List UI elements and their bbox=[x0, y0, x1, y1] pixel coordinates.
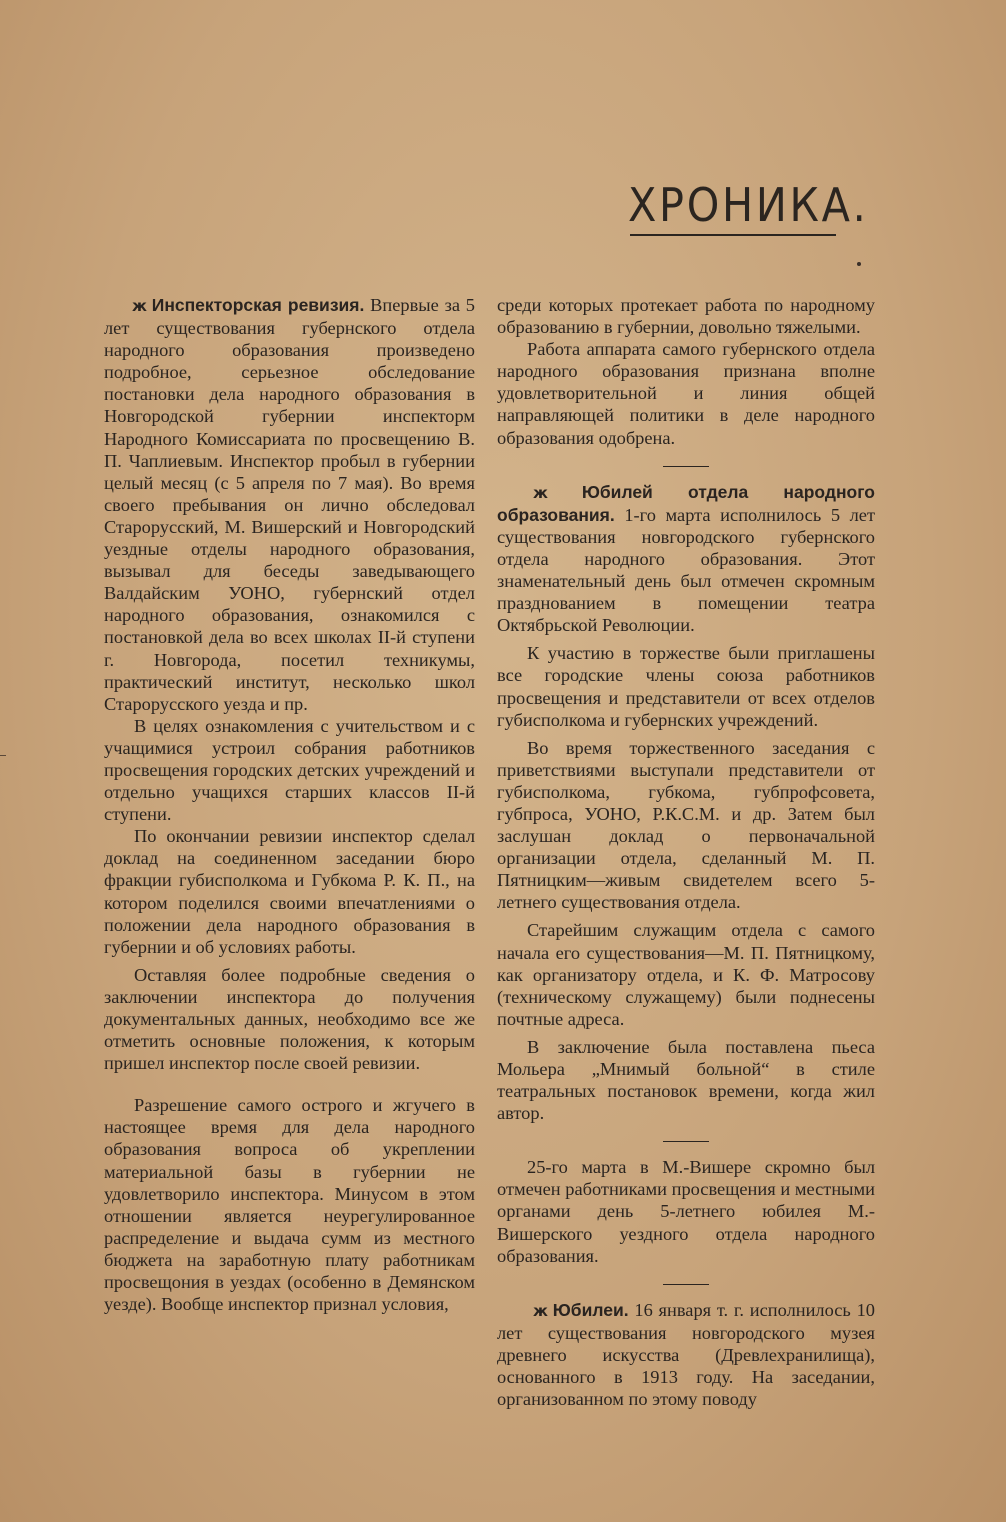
section-divider bbox=[663, 1141, 709, 1142]
article-anniversary-para-4: Старейшим служащим отдела с самого начала его существования—М. П. Пятницкому, как организатору отдела, и К. Ф. Матросову (техническому служащему) были поднесены почтные адреса. bbox=[497, 920, 875, 1029]
article-heading: Юбилеи. bbox=[552, 1299, 629, 1320]
article-anniversary-para-1 bbox=[497, 481, 875, 637]
article-jubilees-para-1 bbox=[497, 1299, 875, 1410]
article-mark-icon: ж bbox=[533, 1301, 547, 1320]
section-divider bbox=[663, 466, 709, 467]
edge-mark bbox=[0, 755, 6, 756]
title-underline bbox=[630, 234, 836, 236]
section-divider bbox=[663, 1284, 709, 1285]
article-mark-icon: ж bbox=[533, 483, 547, 502]
article-inspection-para-3: По окончании ревизии инспектор сделал доклад на соединенном заседании бюро фракции губисполкома и Губкома Р. К. П., на котором поделился своими впечатлениями о положении дела народного образования в губернии и об условиях работы. bbox=[104, 826, 475, 957]
page-title: ХРОНИКА. bbox=[628, 178, 869, 232]
article-text: 1-го марта исполнилось 5 лет существования новгородского губернского отдела народного образования. Этот знаменательный день был отмечен скромным празднованием в помещении театра Октябрьской Революции. bbox=[497, 504, 875, 636]
ink-speck bbox=[857, 262, 861, 266]
article-inspection-para-2: В целях ознакомления с учительством и с учащимися устроил собрания работников просвещения городских детских учреждений и отдельно учащихся старших классов II-й ступени. bbox=[104, 715, 475, 825]
article-anniversary-para-3: Во время торжественного заседания с приветствиями выступали представители от губисполкома, губкома, губпрофсовета, губпроса, УОНО, Р.К.С.М. и др. Затем был заслушан доклад о первоначальной организации отдела, сделанный М. П. Пятницким—живым свидетелем всего 5-летнего существования отдела. bbox=[497, 737, 875, 913]
article-inspection-cont-2: Работа аппарата самого губернского отдела народного образования признана вполне удовлетворительной и линия общей направляющей политики в деле народного образования одобрена. bbox=[497, 339, 875, 448]
article-heading: Юбилей отдела народного образования. bbox=[497, 481, 875, 525]
article-inspection-cont-1: среди которых протекает работа по народному образованию в губернии, довольно тяжелыми. bbox=[497, 295, 875, 338]
article-inspection-para-4: Оставляя более подробные сведения о заключении инспектора до получения документальных данных, необходимо все же отметить основные положения, к которым пришел инспектор после своей ревизии. bbox=[104, 964, 475, 1074]
article-anniversary-para-2: К участию в торжестве были приглашены все городские члены союза работников просвещения и представители от всех отделов губисполкома и губернских учреждений. bbox=[497, 643, 875, 730]
article-heading: Инспекторская ревизия. bbox=[151, 295, 365, 315]
article-inspection-para-1 bbox=[104, 294, 475, 715]
article-text: 16 января т. г. исполнилось 10 лет существования новгородского музея древнего искусства (Древлехранилища), основанного в 1913 году. На заседании, организованном по этому поводу bbox=[497, 1299, 875, 1410]
article-mark-icon: ж bbox=[132, 297, 146, 315]
article-mvishera-para: 25-го марта в М.-Вишере скромно был отмечен работниками просвещения и местными органами день 5-летнего юбилея М.-Вишерского уездного отдела народного образования. bbox=[497, 1157, 875, 1266]
left-column bbox=[104, 294, 475, 1315]
article-text: Впервые за 5 лет существования губернского отдела народного образования произведено подробное, серьезное обследование постановки дела народного образования в Новгородской губернии инспекторм Народного Комиссариата по просвещению В. П. Чаплиевым. Инспектор пробыл в губернии целый месяц (с 5 апреля по 7 мая). Во время своего пребывания он лично обследовал Старорусский, М. Вишерский и Новгородский уездные отделы народного образования, вызывал для беседы заведывающего Валдайским УОНО, губернский отдел народного образования, ознакомился с постановкой дела во всех школах II-й ступени г. Новгорода, посетил техникумы, практический институт, несколько школ Старорусского уезда и пр. bbox=[104, 295, 475, 714]
article-anniversary-para-5: В заключение была поставлена пьеса Мольера „Мнимый больной“ в стиле театральных постановок времени, когда жил автор. bbox=[497, 1036, 875, 1124]
right-column bbox=[497, 294, 875, 1410]
article-inspection-para-5: Разрешение самого острого и жгучего в настоящее время для дела народного образования вопроса об укреплении материальной базы в губернии не удовлетворило инспектора. Минусом в этом отношении является неурегулированное распределение и выдача сумм из местного бюджета на заработную плату работникам просвещония в уездах (особенно в Демянском уезде). Вообще инспектор признал условия, bbox=[104, 1095, 475, 1315]
